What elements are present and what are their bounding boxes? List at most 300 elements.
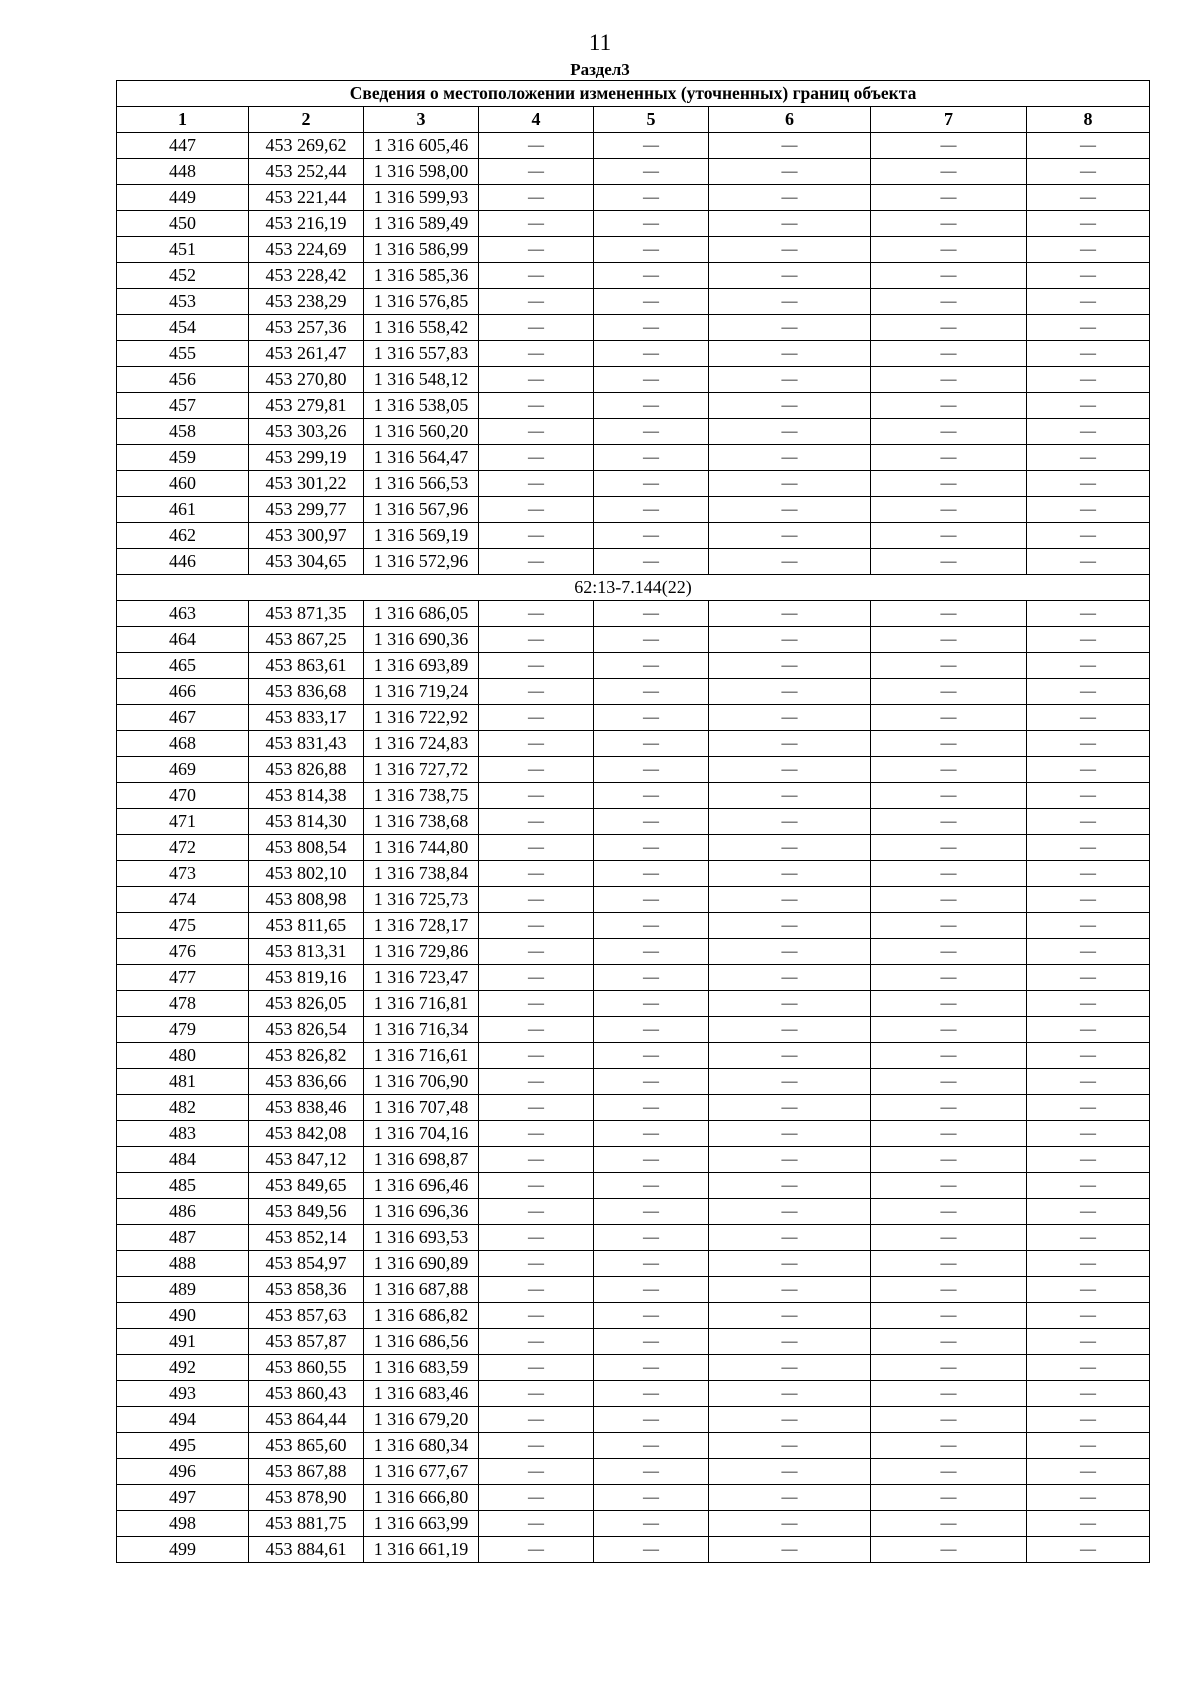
empty-value-dash: — bbox=[594, 627, 709, 653]
point-number: 462 bbox=[117, 523, 249, 549]
empty-value-dash: — bbox=[1027, 991, 1150, 1017]
empty-value-dash: — bbox=[871, 289, 1027, 315]
coordinate-x: 453 857,87 bbox=[249, 1329, 364, 1355]
empty-value-dash: — bbox=[1027, 1251, 1150, 1277]
coordinate-y: 1 316 589,49 bbox=[364, 211, 479, 237]
empty-value-dash: — bbox=[594, 1511, 709, 1537]
coordinate-y: 1 316 557,83 bbox=[364, 341, 479, 367]
empty-value-dash: — bbox=[709, 965, 871, 991]
empty-value-dash: — bbox=[1027, 731, 1150, 757]
empty-value-dash: — bbox=[479, 679, 594, 705]
empty-value-dash: — bbox=[709, 523, 871, 549]
empty-value-dash: — bbox=[871, 1511, 1027, 1537]
empty-value-dash: — bbox=[709, 887, 871, 913]
empty-value-dash: — bbox=[709, 1043, 871, 1069]
coordinate-x: 453 860,55 bbox=[249, 1355, 364, 1381]
table-row bbox=[117, 1173, 1150, 1199]
empty-value-dash: — bbox=[1027, 1147, 1150, 1173]
empty-value-dash: — bbox=[594, 523, 709, 549]
table-row bbox=[117, 809, 1150, 835]
empty-value-dash: — bbox=[871, 549, 1027, 575]
empty-value-dash: — bbox=[1027, 1537, 1150, 1563]
empty-value-dash: — bbox=[709, 159, 871, 185]
empty-value-dash: — bbox=[479, 315, 594, 341]
coordinate-x: 453 808,98 bbox=[249, 887, 364, 913]
coordinate-y: 1 316 663,99 bbox=[364, 1511, 479, 1537]
empty-value-dash: — bbox=[479, 1069, 594, 1095]
empty-value-dash: — bbox=[479, 965, 594, 991]
empty-value-dash: — bbox=[709, 991, 871, 1017]
empty-value-dash: — bbox=[479, 627, 594, 653]
empty-value-dash: — bbox=[871, 1433, 1027, 1459]
empty-value-dash: — bbox=[871, 1485, 1027, 1511]
coordinate-x: 453 860,43 bbox=[249, 1381, 364, 1407]
empty-value-dash: — bbox=[594, 1147, 709, 1173]
boundary-coordinates-table bbox=[116, 80, 1150, 1563]
empty-value-dash: — bbox=[479, 289, 594, 315]
point-number: 466 bbox=[117, 679, 249, 705]
empty-value-dash: — bbox=[871, 1069, 1027, 1095]
empty-value-dash: — bbox=[709, 861, 871, 887]
coordinate-y: 1 316 722,92 bbox=[364, 705, 479, 731]
table-row bbox=[117, 185, 1150, 211]
empty-value-dash: — bbox=[871, 939, 1027, 965]
section-label: Раздел3 bbox=[570, 60, 630, 79]
coordinate-y: 1 316 683,46 bbox=[364, 1381, 479, 1407]
point-number: 486 bbox=[117, 1199, 249, 1225]
page-number: 11 bbox=[588, 30, 612, 55]
table-row bbox=[117, 1355, 1150, 1381]
empty-value-dash: — bbox=[594, 965, 709, 991]
empty-value-dash: — bbox=[709, 341, 871, 367]
empty-value-dash: — bbox=[709, 185, 871, 211]
empty-value-dash: — bbox=[1027, 601, 1150, 627]
empty-value-dash: — bbox=[594, 237, 709, 263]
coordinate-y: 1 316 738,84 bbox=[364, 861, 479, 887]
empty-value-dash: — bbox=[1027, 1095, 1150, 1121]
table-row bbox=[117, 939, 1150, 965]
empty-value-dash: — bbox=[479, 211, 594, 237]
table-row bbox=[117, 289, 1150, 315]
empty-value-dash: — bbox=[871, 159, 1027, 185]
coordinate-y: 1 316 725,73 bbox=[364, 887, 479, 913]
empty-value-dash: — bbox=[479, 471, 594, 497]
coordinate-y: 1 316 690,89 bbox=[364, 1251, 479, 1277]
empty-value-dash: — bbox=[709, 809, 871, 835]
coordinate-x: 453 884,61 bbox=[249, 1537, 364, 1563]
table-row bbox=[117, 731, 1150, 757]
coordinate-x: 453 849,65 bbox=[249, 1173, 364, 1199]
empty-value-dash: — bbox=[1027, 445, 1150, 471]
empty-value-dash: — bbox=[479, 991, 594, 1017]
empty-value-dash: — bbox=[709, 1199, 871, 1225]
empty-value-dash: — bbox=[479, 783, 594, 809]
empty-value-dash: — bbox=[594, 1277, 709, 1303]
coordinate-x: 453 878,90 bbox=[249, 1485, 364, 1511]
empty-value-dash: — bbox=[1027, 367, 1150, 393]
coordinate-y: 1 316 599,93 bbox=[364, 185, 479, 211]
empty-value-dash: — bbox=[709, 1277, 871, 1303]
empty-value-dash: — bbox=[709, 133, 871, 159]
empty-value-dash: — bbox=[594, 1537, 709, 1563]
empty-value-dash: — bbox=[709, 1121, 871, 1147]
empty-value-dash: — bbox=[1027, 497, 1150, 523]
empty-value-dash: — bbox=[479, 939, 594, 965]
coordinate-x: 453 849,56 bbox=[249, 1199, 364, 1225]
empty-value-dash: — bbox=[479, 341, 594, 367]
table-title: Сведения о местоположении измененных (уточненных) границ объекта bbox=[117, 81, 1150, 107]
column-header-row bbox=[117, 107, 1150, 133]
empty-value-dash: — bbox=[1027, 1355, 1150, 1381]
coordinate-y: 1 316 564,47 bbox=[364, 445, 479, 471]
table-row bbox=[117, 471, 1150, 497]
coordinate-y: 1 316 585,36 bbox=[364, 263, 479, 289]
point-number: 460 bbox=[117, 471, 249, 497]
empty-value-dash: — bbox=[1027, 211, 1150, 237]
empty-value-dash: — bbox=[594, 289, 709, 315]
coordinate-x: 453 867,88 bbox=[249, 1459, 364, 1485]
coordinate-x: 453 301,22 bbox=[249, 471, 364, 497]
empty-value-dash: — bbox=[594, 991, 709, 1017]
empty-value-dash: — bbox=[871, 497, 1027, 523]
point-number: 494 bbox=[117, 1407, 249, 1433]
empty-value-dash: — bbox=[479, 445, 594, 471]
point-number: 477 bbox=[117, 965, 249, 991]
empty-value-dash: — bbox=[709, 679, 871, 705]
empty-value-dash: — bbox=[709, 289, 871, 315]
empty-value-dash: — bbox=[479, 913, 594, 939]
coordinate-y: 1 316 728,17 bbox=[364, 913, 479, 939]
point-number: 491 bbox=[117, 1329, 249, 1355]
empty-value-dash: — bbox=[479, 1329, 594, 1355]
coordinate-x: 453 865,60 bbox=[249, 1433, 364, 1459]
empty-value-dash: — bbox=[479, 809, 594, 835]
empty-value-dash: — bbox=[871, 1537, 1027, 1563]
empty-value-dash: — bbox=[1027, 315, 1150, 341]
empty-value-dash: — bbox=[594, 1329, 709, 1355]
empty-value-dash: — bbox=[1027, 289, 1150, 315]
table-row bbox=[117, 367, 1150, 393]
coordinate-x: 453 847,12 bbox=[249, 1147, 364, 1173]
empty-value-dash: — bbox=[1027, 237, 1150, 263]
empty-value-dash: — bbox=[1027, 1173, 1150, 1199]
coordinate-x: 453 228,42 bbox=[249, 263, 364, 289]
empty-value-dash: — bbox=[1027, 939, 1150, 965]
point-number: 472 bbox=[117, 835, 249, 861]
empty-value-dash: — bbox=[871, 1147, 1027, 1173]
empty-value-dash: — bbox=[871, 887, 1027, 913]
empty-value-dash: — bbox=[594, 1251, 709, 1277]
empty-value-dash: — bbox=[594, 393, 709, 419]
empty-value-dash: — bbox=[709, 1147, 871, 1173]
coordinate-x: 453 826,88 bbox=[249, 757, 364, 783]
empty-value-dash: — bbox=[1027, 887, 1150, 913]
point-number: 481 bbox=[117, 1069, 249, 1095]
point-number: 483 bbox=[117, 1121, 249, 1147]
table-row bbox=[117, 1485, 1150, 1511]
coordinate-y: 1 316 538,05 bbox=[364, 393, 479, 419]
empty-value-dash: — bbox=[709, 1225, 871, 1251]
table-row bbox=[117, 211, 1150, 237]
coordinate-y: 1 316 690,36 bbox=[364, 627, 479, 653]
point-number: 457 bbox=[117, 393, 249, 419]
point-number: 470 bbox=[117, 783, 249, 809]
empty-value-dash: — bbox=[594, 1121, 709, 1147]
empty-value-dash: — bbox=[479, 1303, 594, 1329]
point-number: 461 bbox=[117, 497, 249, 523]
empty-value-dash: — bbox=[871, 705, 1027, 731]
empty-value-dash: — bbox=[594, 861, 709, 887]
table-row bbox=[117, 1121, 1150, 1147]
point-number: 493 bbox=[117, 1381, 249, 1407]
empty-value-dash: — bbox=[1027, 1459, 1150, 1485]
coordinate-x: 453 238,29 bbox=[249, 289, 364, 315]
empty-value-dash: — bbox=[479, 159, 594, 185]
empty-value-dash: — bbox=[871, 1303, 1027, 1329]
empty-value-dash: — bbox=[1027, 835, 1150, 861]
coordinate-x: 453 819,16 bbox=[249, 965, 364, 991]
point-number: 459 bbox=[117, 445, 249, 471]
coordinate-y: 1 316 598,00 bbox=[364, 159, 479, 185]
empty-value-dash: — bbox=[871, 965, 1027, 991]
column-header: 8 bbox=[1027, 107, 1150, 133]
column-header: 3 bbox=[364, 107, 479, 133]
empty-value-dash: — bbox=[594, 159, 709, 185]
empty-value-dash: — bbox=[594, 1017, 709, 1043]
coordinate-x: 453 864,44 bbox=[249, 1407, 364, 1433]
empty-value-dash: — bbox=[709, 653, 871, 679]
coordinate-y: 1 316 716,61 bbox=[364, 1043, 479, 1069]
empty-value-dash: — bbox=[479, 601, 594, 627]
point-number: 455 bbox=[117, 341, 249, 367]
empty-value-dash: — bbox=[594, 757, 709, 783]
point-number: 476 bbox=[117, 939, 249, 965]
empty-value-dash: — bbox=[479, 1407, 594, 1433]
table-row bbox=[117, 1043, 1150, 1069]
empty-value-dash: — bbox=[871, 237, 1027, 263]
point-number: 469 bbox=[117, 757, 249, 783]
point-number: 480 bbox=[117, 1043, 249, 1069]
empty-value-dash: — bbox=[594, 1173, 709, 1199]
point-number: 490 bbox=[117, 1303, 249, 1329]
table-row bbox=[117, 523, 1150, 549]
empty-value-dash: — bbox=[709, 1407, 871, 1433]
coordinate-y: 1 316 716,81 bbox=[364, 991, 479, 1017]
coordinate-x: 453 811,65 bbox=[249, 913, 364, 939]
coordinate-x: 453 270,80 bbox=[249, 367, 364, 393]
empty-value-dash: — bbox=[594, 1303, 709, 1329]
table-row bbox=[117, 705, 1150, 731]
coordinate-y: 1 316 693,89 bbox=[364, 653, 479, 679]
group-header-row bbox=[117, 575, 1150, 601]
empty-value-dash: — bbox=[594, 341, 709, 367]
empty-value-dash: — bbox=[594, 1043, 709, 1069]
empty-value-dash: — bbox=[1027, 913, 1150, 939]
empty-value-dash: — bbox=[479, 263, 594, 289]
coordinate-y: 1 316 569,19 bbox=[364, 523, 479, 549]
empty-value-dash: — bbox=[479, 653, 594, 679]
coordinate-y: 1 316 666,80 bbox=[364, 1485, 479, 1511]
empty-value-dash: — bbox=[479, 185, 594, 211]
table-body bbox=[117, 133, 1150, 1563]
coordinate-x: 453 300,97 bbox=[249, 523, 364, 549]
column-header: 6 bbox=[709, 107, 871, 133]
column-header: 4 bbox=[479, 107, 594, 133]
empty-value-dash: — bbox=[709, 419, 871, 445]
empty-value-dash: — bbox=[479, 523, 594, 549]
coordinate-x: 453 224,69 bbox=[249, 237, 364, 263]
point-number: 473 bbox=[117, 861, 249, 887]
empty-value-dash: — bbox=[871, 1095, 1027, 1121]
empty-value-dash: — bbox=[479, 705, 594, 731]
coordinate-y: 1 316 680,34 bbox=[364, 1433, 479, 1459]
table-row bbox=[117, 1017, 1150, 1043]
empty-value-dash: — bbox=[594, 653, 709, 679]
empty-value-dash: — bbox=[594, 679, 709, 705]
empty-value-dash: — bbox=[1027, 705, 1150, 731]
point-number: 482 bbox=[117, 1095, 249, 1121]
table-row bbox=[117, 1147, 1150, 1173]
empty-value-dash: — bbox=[871, 419, 1027, 445]
table-row bbox=[117, 783, 1150, 809]
point-number: 488 bbox=[117, 1251, 249, 1277]
coordinate-x: 453 269,62 bbox=[249, 133, 364, 159]
empty-value-dash: — bbox=[594, 1459, 709, 1485]
empty-value-dash: — bbox=[479, 1537, 594, 1563]
empty-value-dash: — bbox=[709, 1485, 871, 1511]
empty-value-dash: — bbox=[1027, 1329, 1150, 1355]
coordinate-y: 1 316 661,19 bbox=[364, 1537, 479, 1563]
coordinate-y: 1 316 716,34 bbox=[364, 1017, 479, 1043]
coordinate-x: 453 871,35 bbox=[249, 601, 364, 627]
empty-value-dash: — bbox=[594, 913, 709, 939]
coordinate-y: 1 316 738,68 bbox=[364, 809, 479, 835]
empty-value-dash: — bbox=[871, 861, 1027, 887]
empty-value-dash: — bbox=[1027, 861, 1150, 887]
empty-value-dash: — bbox=[871, 445, 1027, 471]
coordinate-y: 1 316 719,24 bbox=[364, 679, 479, 705]
coordinate-x: 453 852,14 bbox=[249, 1225, 364, 1251]
empty-value-dash: — bbox=[871, 731, 1027, 757]
coordinate-y: 1 316 572,96 bbox=[364, 549, 479, 575]
empty-value-dash: — bbox=[1027, 965, 1150, 991]
coordinate-x: 453 854,97 bbox=[249, 1251, 364, 1277]
empty-value-dash: — bbox=[479, 861, 594, 887]
column-header: 7 bbox=[871, 107, 1027, 133]
empty-value-dash: — bbox=[1027, 419, 1150, 445]
coordinate-y: 1 316 576,85 bbox=[364, 289, 479, 315]
empty-value-dash: — bbox=[871, 757, 1027, 783]
point-number: 475 bbox=[117, 913, 249, 939]
point-number: 467 bbox=[117, 705, 249, 731]
empty-value-dash: — bbox=[871, 809, 1027, 835]
point-number: 450 bbox=[117, 211, 249, 237]
empty-value-dash: — bbox=[479, 1511, 594, 1537]
coordinate-y: 1 316 693,53 bbox=[364, 1225, 479, 1251]
empty-value-dash: — bbox=[479, 419, 594, 445]
empty-value-dash: — bbox=[709, 1173, 871, 1199]
empty-value-dash: — bbox=[871, 991, 1027, 1017]
empty-value-dash: — bbox=[871, 679, 1027, 705]
empty-value-dash: — bbox=[871, 835, 1027, 861]
point-number: 456 bbox=[117, 367, 249, 393]
empty-value-dash: — bbox=[709, 783, 871, 809]
empty-value-dash: — bbox=[1027, 783, 1150, 809]
coordinate-x: 453 221,44 bbox=[249, 185, 364, 211]
empty-value-dash: — bbox=[594, 367, 709, 393]
empty-value-dash: — bbox=[709, 731, 871, 757]
empty-value-dash: — bbox=[871, 1173, 1027, 1199]
empty-value-dash: — bbox=[709, 757, 871, 783]
table-row bbox=[117, 1329, 1150, 1355]
empty-value-dash: — bbox=[594, 315, 709, 341]
empty-value-dash: — bbox=[1027, 809, 1150, 835]
empty-value-dash: — bbox=[1027, 1433, 1150, 1459]
table-row bbox=[117, 1199, 1150, 1225]
coordinate-x: 453 836,66 bbox=[249, 1069, 364, 1095]
empty-value-dash: — bbox=[709, 1511, 871, 1537]
table-row bbox=[117, 991, 1150, 1017]
table-row bbox=[117, 445, 1150, 471]
empty-value-dash: — bbox=[871, 1407, 1027, 1433]
coordinate-y: 1 316 683,59 bbox=[364, 1355, 479, 1381]
coordinate-y: 1 316 687,88 bbox=[364, 1277, 479, 1303]
coordinate-x: 453 304,65 bbox=[249, 549, 364, 575]
point-number: 496 bbox=[117, 1459, 249, 1485]
empty-value-dash: — bbox=[594, 835, 709, 861]
table-row bbox=[117, 315, 1150, 341]
empty-value-dash: — bbox=[1027, 523, 1150, 549]
table-row bbox=[117, 1277, 1150, 1303]
empty-value-dash: — bbox=[479, 1225, 594, 1251]
point-number: 478 bbox=[117, 991, 249, 1017]
coordinate-y: 1 316 727,72 bbox=[364, 757, 479, 783]
empty-value-dash: — bbox=[871, 1199, 1027, 1225]
empty-value-dash: — bbox=[594, 731, 709, 757]
table-row bbox=[117, 757, 1150, 783]
empty-value-dash: — bbox=[479, 1433, 594, 1459]
empty-value-dash: — bbox=[709, 497, 871, 523]
empty-value-dash: — bbox=[871, 1459, 1027, 1485]
empty-value-dash: — bbox=[594, 419, 709, 445]
coordinate-x: 453 814,38 bbox=[249, 783, 364, 809]
empty-value-dash: — bbox=[709, 315, 871, 341]
table-row bbox=[117, 497, 1150, 523]
table-row bbox=[117, 653, 1150, 679]
table-row bbox=[117, 1069, 1150, 1095]
point-number: 487 bbox=[117, 1225, 249, 1251]
empty-value-dash: — bbox=[594, 1407, 709, 1433]
empty-value-dash: — bbox=[594, 1069, 709, 1095]
empty-value-dash: — bbox=[479, 1277, 594, 1303]
empty-value-dash: — bbox=[871, 315, 1027, 341]
empty-value-dash: — bbox=[479, 731, 594, 757]
table-row bbox=[117, 419, 1150, 445]
empty-value-dash: — bbox=[1027, 1199, 1150, 1225]
empty-value-dash: — bbox=[709, 1069, 871, 1095]
empty-value-dash: — bbox=[871, 783, 1027, 809]
coordinate-x: 453 279,81 bbox=[249, 393, 364, 419]
coordinate-y: 1 316 723,47 bbox=[364, 965, 479, 991]
empty-value-dash: — bbox=[1027, 1121, 1150, 1147]
empty-value-dash: — bbox=[1027, 1511, 1150, 1537]
empty-value-dash: — bbox=[479, 887, 594, 913]
empty-value-dash: — bbox=[709, 1433, 871, 1459]
empty-value-dash: — bbox=[871, 133, 1027, 159]
empty-value-dash: — bbox=[871, 523, 1027, 549]
empty-value-dash: — bbox=[594, 471, 709, 497]
table-row bbox=[117, 601, 1150, 627]
